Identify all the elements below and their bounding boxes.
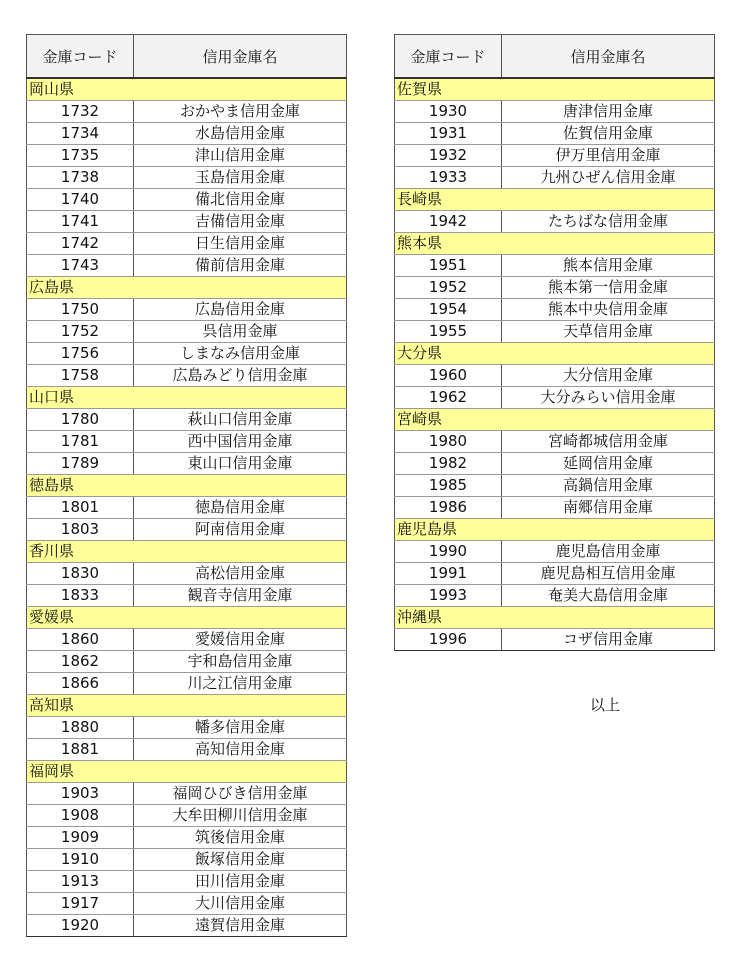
bank-row (27, 123, 347, 145)
header-row (395, 35, 715, 79)
bank-row (27, 871, 347, 893)
bank-code: 1801 (27, 497, 134, 519)
bank-row (27, 431, 347, 453)
bank-code: 1960 (395, 365, 502, 387)
bank-code: 1833 (27, 585, 134, 607)
bank-code: 1830 (27, 563, 134, 585)
bank-row (27, 717, 347, 739)
prefecture-row (27, 277, 347, 299)
prefecture-label: 沖縄県 (395, 607, 715, 629)
bank-row (27, 299, 347, 321)
prefecture-label: 佐賀県 (395, 78, 715, 101)
bank-name: 水島信用金庫 (134, 123, 347, 145)
bank-code: 1986 (395, 497, 502, 519)
bank-row (27, 519, 347, 541)
bank-name: 福岡ひびき信用金庫 (134, 783, 347, 805)
bank-row (27, 651, 347, 673)
bank-row (27, 497, 347, 519)
bank-table-right (394, 34, 715, 651)
bank-name: 南郷信用金庫 (502, 497, 715, 519)
bank-row (27, 893, 347, 915)
bank-code: 1942 (395, 211, 502, 233)
bank-code: 1908 (27, 805, 134, 827)
bank-name: 高松信用金庫 (134, 563, 347, 585)
bank-code: 1913 (27, 871, 134, 893)
bank-name: おかやま信用金庫 (134, 101, 347, 123)
bank-name: 宮崎都城信用金庫 (502, 431, 715, 453)
bank-name: しまなみ信用金庫 (134, 343, 347, 365)
bank-row (395, 387, 715, 409)
prefecture-label: 岡山県 (27, 78, 347, 101)
bank-name: 幡多信用金庫 (134, 717, 347, 739)
bank-code: 1881 (27, 739, 134, 761)
bank-code: 1862 (27, 651, 134, 673)
bank-code: 1931 (395, 123, 502, 145)
bank-code: 1954 (395, 299, 502, 321)
bank-row (27, 167, 347, 189)
bank-code: 1738 (27, 167, 134, 189)
bank-row (27, 783, 347, 805)
header-name: 信用金庫名 (502, 35, 715, 79)
bank-name: 熊本信用金庫 (502, 255, 715, 277)
bank-code: 1920 (27, 915, 134, 937)
bank-name: 熊本第一信用金庫 (502, 277, 715, 299)
bank-name: 遠賀信用金庫 (134, 915, 347, 937)
bank-name: 宇和島信用金庫 (134, 651, 347, 673)
bank-code: 1789 (27, 453, 134, 475)
bank-code: 1758 (27, 365, 134, 387)
bank-name: 愛媛信用金庫 (134, 629, 347, 651)
header-code: 金庫コード (395, 35, 502, 79)
bank-code: 1930 (395, 101, 502, 123)
bank-name: 東山口信用金庫 (134, 453, 347, 475)
bank-name: 奄美大島信用金庫 (502, 585, 715, 607)
bank-name: 広島信用金庫 (134, 299, 347, 321)
bank-row (395, 365, 715, 387)
bank-row (27, 739, 347, 761)
prefecture-label: 香川県 (27, 541, 347, 563)
bank-name: 飯塚信用金庫 (134, 849, 347, 871)
bank-row (27, 233, 347, 255)
prefecture-row (395, 233, 715, 255)
bank-row (27, 365, 347, 387)
bank-name: 萩山口信用金庫 (134, 409, 347, 431)
prefecture-label: 大分県 (395, 343, 715, 365)
header-name: 信用金庫名 (134, 35, 347, 79)
prefecture-label: 長崎県 (395, 189, 715, 211)
bank-code: 1756 (27, 343, 134, 365)
bank-code: 1742 (27, 233, 134, 255)
prefecture-row (27, 78, 347, 101)
bank-name: 大牟田柳川信用金庫 (134, 805, 347, 827)
prefecture-row (395, 78, 715, 101)
bank-name: 高鍋信用金庫 (502, 475, 715, 497)
bank-name: 筑後信用金庫 (134, 827, 347, 849)
bank-name: 日生信用金庫 (134, 233, 347, 255)
bank-row (395, 101, 715, 123)
bank-code: 1752 (27, 321, 134, 343)
bank-name: 阿南信用金庫 (134, 519, 347, 541)
prefecture-row (395, 343, 715, 365)
bank-row (27, 255, 347, 277)
bank-row (27, 189, 347, 211)
bank-row (395, 255, 715, 277)
prefecture-label: 広島県 (27, 277, 347, 299)
end-note: 以上 (590, 696, 621, 714)
prefecture-row (395, 409, 715, 431)
bank-row (395, 167, 715, 189)
prefecture-label: 宮崎県 (395, 409, 715, 431)
bank-code: 1750 (27, 299, 134, 321)
bank-code: 1803 (27, 519, 134, 541)
bank-name: 吉備信用金庫 (134, 211, 347, 233)
prefecture-label: 鹿児島県 (395, 519, 715, 541)
bank-row (395, 453, 715, 475)
bank-code: 1952 (395, 277, 502, 299)
bank-row (395, 585, 715, 607)
bank-code: 1933 (395, 167, 502, 189)
bank-row (27, 805, 347, 827)
prefecture-row (27, 761, 347, 783)
bank-name: 天草信用金庫 (502, 321, 715, 343)
bank-code: 1955 (395, 321, 502, 343)
bank-row (395, 475, 715, 497)
bank-code: 1735 (27, 145, 134, 167)
bank-row (27, 915, 347, 937)
bank-row (27, 101, 347, 123)
bank-code: 1991 (395, 563, 502, 585)
bank-row (27, 629, 347, 651)
prefecture-label: 高知県 (27, 695, 347, 717)
bank-code: 1996 (395, 629, 502, 651)
prefecture-label: 山口県 (27, 387, 347, 409)
bank-name: 高知信用金庫 (134, 739, 347, 761)
bank-name: 呉信用金庫 (134, 321, 347, 343)
bank-name: たちばな信用金庫 (502, 211, 715, 233)
bank-name: 佐賀信用金庫 (502, 123, 715, 145)
bank-row (395, 211, 715, 233)
bank-code: 1917 (27, 893, 134, 915)
bank-code: 1993 (395, 585, 502, 607)
bank-row (395, 277, 715, 299)
prefecture-label: 徳島県 (27, 475, 347, 497)
prefecture-row (27, 475, 347, 497)
bank-row (395, 123, 715, 145)
bank-row (395, 629, 715, 651)
bank-row (27, 563, 347, 585)
bank-code: 1932 (395, 145, 502, 167)
bank-row (27, 321, 347, 343)
bank-code: 1860 (27, 629, 134, 651)
bank-name: 備北信用金庫 (134, 189, 347, 211)
bank-code: 1990 (395, 541, 502, 563)
bank-name: 大分みらい信用金庫 (502, 387, 715, 409)
bank-name: 備前信用金庫 (134, 255, 347, 277)
bank-row (27, 211, 347, 233)
prefecture-row (27, 607, 347, 629)
bank-name: 田川信用金庫 (134, 871, 347, 893)
prefecture-label: 福岡県 (27, 761, 347, 783)
bank-code: 1866 (27, 673, 134, 695)
bank-name: 川之江信用金庫 (134, 673, 347, 695)
bank-name: 伊万里信用金庫 (502, 145, 715, 167)
bank-name: 延岡信用金庫 (502, 453, 715, 475)
bank-row (395, 321, 715, 343)
bank-row (27, 453, 347, 475)
bank-name: 広島みどり信用金庫 (134, 365, 347, 387)
prefecture-label: 愛媛県 (27, 607, 347, 629)
bank-code: 1951 (395, 255, 502, 277)
bank-name: 徳島信用金庫 (134, 497, 347, 519)
bank-code: 1780 (27, 409, 134, 431)
bank-code: 1734 (27, 123, 134, 145)
bank-row (27, 409, 347, 431)
bank-name: 西中国信用金庫 (134, 431, 347, 453)
bank-code: 1962 (395, 387, 502, 409)
bank-code: 1741 (27, 211, 134, 233)
bank-code: 1781 (27, 431, 134, 453)
bank-name: 唐津信用金庫 (502, 101, 715, 123)
bank-row (395, 563, 715, 585)
bank-row (27, 827, 347, 849)
header-code: 金庫コード (27, 35, 134, 79)
bank-table-left (26, 34, 347, 937)
bank-row (395, 497, 715, 519)
bank-code: 1909 (27, 827, 134, 849)
bank-name: 玉島信用金庫 (134, 167, 347, 189)
prefecture-row (395, 519, 715, 541)
bank-row (27, 849, 347, 871)
prefecture-row (27, 695, 347, 717)
bank-name: 鹿児島信用金庫 (502, 541, 715, 563)
bank-name: 九州ひぜん信用金庫 (502, 167, 715, 189)
bank-name: 鹿児島相互信用金庫 (502, 563, 715, 585)
bank-code: 1740 (27, 189, 134, 211)
bank-code: 1880 (27, 717, 134, 739)
bank-row (395, 431, 715, 453)
bank-row (395, 299, 715, 321)
bank-name: 熊本中央信用金庫 (502, 299, 715, 321)
prefecture-row (395, 607, 715, 629)
header-row (27, 35, 347, 79)
bank-code: 1903 (27, 783, 134, 805)
bank-code: 1732 (27, 101, 134, 123)
prefecture-row (27, 387, 347, 409)
bank-row (395, 145, 715, 167)
bank-name: 観音寺信用金庫 (134, 585, 347, 607)
prefecture-row (27, 541, 347, 563)
bank-row (27, 343, 347, 365)
prefecture-row (395, 189, 715, 211)
bank-row (27, 145, 347, 167)
prefecture-label: 熊本県 (395, 233, 715, 255)
bank-row (27, 673, 347, 695)
bank-name: 大川信用金庫 (134, 893, 347, 915)
bank-code: 1910 (27, 849, 134, 871)
bank-row (395, 541, 715, 563)
bank-code: 1985 (395, 475, 502, 497)
bank-row (27, 585, 347, 607)
bank-name: コザ信用金庫 (502, 629, 715, 651)
bank-code: 1980 (395, 431, 502, 453)
bank-name: 大分信用金庫 (502, 365, 715, 387)
bank-name: 津山信用金庫 (134, 145, 347, 167)
bank-code: 1982 (395, 453, 502, 475)
bank-code: 1743 (27, 255, 134, 277)
